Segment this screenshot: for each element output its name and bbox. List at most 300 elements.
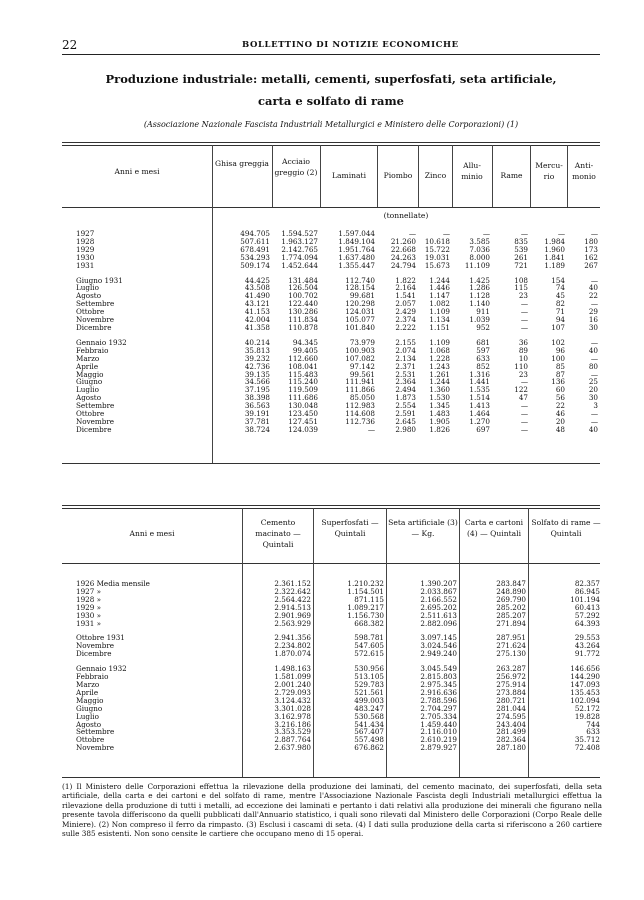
table-cell: 154 (551, 275, 565, 285)
table-cell: 45 (555, 291, 565, 301)
running-header: BOLLETTINO DI NOTIZIE ECONOMICHE (242, 40, 459, 50)
table-cell: 1.514 (469, 393, 490, 403)
table-cell: 119.509 (288, 385, 318, 395)
table-cell: 43.121 (244, 299, 270, 309)
table-cell: 1.147 (429, 291, 450, 301)
table-cell: 2.914.513 (274, 602, 311, 612)
table-cell: 71 (555, 307, 565, 317)
table-cell: 35.712 (574, 735, 600, 745)
source-note: (Associazione Nazionale Fascista Industriali Metallurgici e Ministero delle Corporazioni) (1) (143, 120, 519, 129)
table-row (62, 394, 600, 402)
table-cell: 97.142 (349, 361, 375, 371)
t1-col-mercurio: Mercu-rio (535, 161, 563, 181)
table-cell: 3.024.546 (420, 641, 457, 651)
table-cell: 40.214 (244, 337, 270, 347)
table-cell: 94.345 (292, 337, 318, 347)
table-cell: 1.068 (429, 345, 450, 355)
row-label: Aprile (76, 361, 99, 371)
table-cell: — (520, 299, 528, 309)
footnotes: (1) Il Ministero delle Corporazioni effettua la rilevazione della produzione dei laminati, del cemento macinato, dei superfosfati, della seta artificiale, della carta e dei cartoni e del solfato di rame, mentre l'Associazione Nazionale Fascista degli Industriali metallurgici effettua la rilevazione della produzione di tutti i metalli, ad eccezione dei laminati e pertanto i dati relativi alla produzione dei minerali che figurano nella presente tavola differiscono da quelli pubblicati dall'Annuario statistico, i quali sono rilevati dal Ministero delle Corporazioni (Corpo Reale delle Miniere). (2) Non compreso il ferro da rimpasto. (3) Esclusi i cascami di seta. (4) I dati sulla produzione della carta si riferiscono a 260 cartiere sulle 385 esistenti. Non sono censite le cartiere che occupano meno di 15 operai. (62, 782, 602, 839)
table-cell: 127.451 (288, 416, 318, 426)
table-cell: 2.564.422 (274, 594, 311, 604)
table-cell: 94 (555, 315, 565, 325)
table-title-line2: carta e solfato di rame (258, 94, 404, 108)
table-cell: 1.270 (469, 416, 490, 426)
table-row (62, 316, 600, 324)
table-cell: 1.459.440 (420, 719, 457, 729)
table-cell: 2.116.010 (420, 727, 457, 737)
table-cell: 110 (514, 361, 528, 371)
table-cell: 115.483 (288, 369, 318, 379)
table-cell: 1.637.480 (338, 252, 375, 262)
row-label: Novembre (76, 743, 115, 753)
table-cell: 2.155 (395, 337, 416, 347)
table-cell: 73.979 (349, 337, 375, 347)
table-cell: 8.000 (469, 252, 490, 262)
table-cell: 541.434 (354, 719, 384, 729)
row-label: Luglio (76, 711, 99, 721)
table-cell: 1.228 (429, 353, 450, 363)
table-cell: — (590, 353, 598, 363)
table-cell: 1.082 (429, 299, 450, 309)
row-label: Ottobre (76, 307, 105, 317)
table-cell: 911 (476, 307, 490, 317)
table-cell: 47 (518, 393, 528, 403)
row-label: Agosto (76, 291, 102, 301)
table-cell: 1.530 (429, 393, 450, 403)
table-cell: 275.130 (496, 649, 526, 659)
table-cell: 22 (555, 401, 565, 411)
table-row (62, 300, 600, 308)
table-cell: 40 (588, 283, 598, 293)
table-cell: 36 (518, 337, 528, 347)
table-cell: 131.484 (288, 275, 318, 285)
table-cell: 267 (584, 260, 598, 270)
table-cell: 2.788.596 (420, 695, 457, 705)
table-cell: 287.951 (496, 633, 526, 643)
table-cell: 3.162.978 (274, 711, 311, 721)
table-cell: 80 (588, 361, 598, 371)
t2-col-cemento: Cemento macinato — Quintali (255, 518, 301, 549)
table-cell: 86.945 (574, 586, 600, 596)
table-cell: — (520, 229, 528, 238)
table-cell: 274.595 (496, 711, 526, 721)
table1-body (62, 230, 600, 434)
table-cell: 124.039 (288, 424, 318, 434)
table-cell: 557.498 (354, 735, 384, 745)
row-label: Settembre (76, 401, 115, 411)
table-cell: 1.963.127 (281, 236, 318, 246)
t1-top-rule2 (62, 145, 600, 146)
table-row (62, 744, 602, 752)
table-cell: 173 (584, 244, 598, 254)
row-label: Luglio (76, 385, 99, 395)
table-cell: — (520, 307, 528, 317)
table-cell: 1.244 (429, 377, 450, 387)
page-number: 22 (62, 38, 78, 52)
table-cell: 1.841 (544, 252, 565, 262)
row-label: Dicembre (76, 424, 112, 434)
table-cell: 697 (476, 424, 490, 434)
row-label: Ottobre 1931 (76, 633, 125, 643)
row-label: 1929 (76, 244, 95, 254)
table-cell: 1.597.044 (338, 229, 375, 238)
t2-bottom-rule (62, 777, 600, 778)
table-cell: 744 (586, 719, 600, 729)
table-cell: 30 (588, 322, 598, 332)
table-cell: 29 (588, 307, 598, 317)
table-cell: 39.135 (244, 369, 270, 379)
row-label: 1931 (76, 260, 95, 270)
table-cell: 112.660 (288, 353, 318, 363)
table-cell: 261 (514, 252, 528, 262)
table-cell: 19.828 (574, 711, 600, 721)
table-cell: 99.405 (292, 345, 318, 355)
table-cell: 48 (555, 424, 565, 434)
table-cell: 483.247 (354, 703, 384, 713)
table-cell: — (590, 416, 598, 426)
table-cell: 122.440 (288, 299, 318, 309)
table-cell: — (590, 337, 598, 347)
table-cell: 2.234.802 (274, 641, 311, 651)
table-cell: 280.721 (496, 695, 526, 705)
table-cell: 20 (555, 416, 565, 426)
table-cell: 1.140 (469, 299, 490, 309)
table-cell: 1.849.104 (338, 236, 375, 246)
table-cell: 534.293 (240, 252, 270, 262)
table-cell: 2.374 (395, 315, 416, 325)
table-cell: 835 (514, 236, 528, 246)
table-cell: 2.134 (395, 353, 416, 363)
table-cell: 147.093 (570, 679, 600, 689)
row-label: 1927 (76, 229, 95, 238)
table-cell: 107.082 (345, 353, 375, 363)
row-label: Ottobre (76, 735, 105, 745)
table-cell: 2.591 (395, 409, 416, 419)
table-cell: 120.298 (345, 299, 375, 309)
table-cell: 2.371 (395, 361, 416, 371)
row-label: Novembre (76, 315, 115, 325)
table-cell: 100 (551, 353, 565, 363)
table-cell: — (557, 229, 565, 238)
table-cell: 162 (584, 252, 598, 262)
row-label: Giugno (76, 377, 103, 387)
row-label: 1927 » (76, 586, 101, 596)
row-label: 1930 (76, 252, 95, 262)
table-cell: 1.355.447 (338, 260, 375, 270)
table-row (62, 371, 600, 379)
table-cell: 1.822 (395, 275, 416, 285)
table-row (62, 292, 600, 300)
table-cell: 2.879.927 (420, 743, 457, 753)
header-rule (62, 54, 600, 55)
table-cell: 529.783 (354, 679, 384, 689)
t2-top-rule2 (62, 508, 600, 509)
row-label: Ottobre (76, 409, 105, 419)
table-cell: 2.941.356 (274, 633, 311, 643)
table-row (62, 308, 600, 316)
table-cell: 1.870.074 (274, 649, 311, 659)
table-cell: 1.446 (429, 283, 450, 293)
table-cell: 82 (555, 299, 565, 309)
table-cell: 108.041 (288, 361, 318, 371)
table-cell: 41.490 (244, 291, 270, 301)
table-cell: 2.975.345 (420, 679, 457, 689)
table-cell: 248.890 (496, 586, 526, 596)
table-cell: 1.774.094 (281, 252, 318, 262)
t2-col-superfosfati: Superfosfati — Quintali (321, 518, 379, 538)
table-cell: 2.705.334 (420, 711, 457, 721)
table-cell: 11.109 (464, 260, 490, 270)
table-cell: 539 (514, 244, 528, 254)
table-cell: 1.134 (429, 315, 450, 325)
t1-col-acciaio: Acciaio greggio (2) (274, 157, 318, 177)
table-cell: 1.286 (469, 283, 490, 293)
table-cell: 633 (476, 353, 490, 363)
table-cell: 1.984 (544, 236, 565, 246)
table-cell: 2.057 (395, 299, 416, 309)
table-cell: 285.207 (496, 610, 526, 620)
table-cell: 2.033.867 (420, 586, 457, 596)
table-cell: 35.813 (244, 345, 270, 355)
table-cell: 130.048 (288, 401, 318, 411)
table-cell: 3.124.432 (274, 695, 311, 705)
table-cell: 678.491 (240, 244, 270, 254)
table-cell: 1.452.644 (281, 260, 318, 270)
table-cell: 114.608 (345, 409, 375, 419)
t1-unit: (tonnellate) (383, 211, 429, 220)
table-cell: 101.840 (345, 322, 375, 332)
table-cell: 3.353.529 (274, 727, 311, 737)
table-cell: 101.194 (570, 594, 600, 604)
t1-head-rule (62, 207, 600, 208)
table-cell: 871.115 (354, 594, 384, 604)
table-cell: 111.834 (288, 315, 318, 325)
table-cell: 1.873 (395, 393, 416, 403)
table-cell: 41.358 (244, 322, 270, 332)
table-cell: 598.781 (354, 633, 384, 643)
table-cell: 1.189 (544, 260, 565, 270)
table-cell: 60 (555, 385, 565, 395)
table-cell: 2.815.803 (420, 672, 457, 682)
page-header (62, 38, 602, 52)
table-cell: 37.781 (244, 416, 270, 426)
table-cell: 256.972 (496, 672, 526, 682)
table-row (62, 426, 600, 434)
table-cell: 2.322.642 (274, 586, 311, 596)
table-cell: 36.563 (244, 401, 270, 411)
row-label: Giugno (76, 703, 103, 713)
table-cell: 57.292 (574, 610, 600, 620)
row-label: Maggio (76, 369, 104, 379)
table-cell: — (590, 299, 598, 309)
t2-row-header: Anni e mesi (129, 529, 175, 538)
table-cell: 111.866 (345, 385, 375, 395)
row-label: Settembre (76, 727, 115, 737)
table-cell: 40 (588, 424, 598, 434)
table-cell: — (520, 322, 528, 332)
table-cell: 1.151 (429, 322, 450, 332)
table-cell: 115 (514, 283, 528, 293)
row-label: Febbraio (76, 672, 109, 682)
table-cell: 1.951.764 (338, 244, 375, 254)
table-cell: 668.382 (354, 618, 384, 628)
table-row (62, 418, 600, 426)
t1-top-rule (62, 142, 600, 143)
table-cell: — (590, 275, 598, 285)
table-cell: 1.244 (429, 275, 450, 285)
table-cell: — (590, 409, 598, 419)
table-cell: 271.894 (496, 618, 526, 628)
table-cell: 24.263 (390, 252, 416, 262)
row-label: Giugno 1931 (76, 275, 123, 285)
t1-col-laminati: Laminati (331, 171, 367, 180)
table-cell: 721 (514, 260, 528, 270)
table-cell: 42.004 (244, 315, 270, 325)
table-cell: 282.364 (496, 735, 526, 745)
table-cell: 38.398 (244, 393, 270, 403)
table-cell: 23 (518, 291, 528, 301)
table-cell: 136 (551, 377, 565, 387)
table-cell: 852 (476, 361, 490, 371)
table-cell: 144.290 (570, 672, 600, 682)
table-cell: 3.097.145 (420, 633, 457, 643)
table-cell: 22 (588, 291, 598, 301)
table-cell: 1.464 (469, 409, 490, 419)
row-label: Maggio (76, 695, 104, 705)
table-cell: 1.581.099 (274, 672, 311, 682)
row-label: Settembre (76, 299, 115, 309)
table-cell: 39.191 (244, 409, 270, 419)
table-cell: 16 (588, 315, 598, 325)
t1-col-ghisa: Ghisa greggia (215, 159, 269, 168)
table-cell: — (590, 229, 598, 238)
row-label: 1926 Media mensile (76, 579, 150, 588)
table-cell: 2.164 (395, 283, 416, 293)
table-cell: 530.568 (354, 711, 384, 721)
table-cell: 21.260 (390, 236, 416, 246)
table-cell: 2.001.240 (274, 679, 311, 689)
table-cell: 10.618 (424, 236, 450, 246)
table-cell: 99.561 (349, 369, 375, 379)
table-cell: — (520, 377, 528, 387)
table-cell: 3 (593, 401, 598, 411)
table-cell: 2.142.765 (281, 244, 318, 254)
table-cell: 2.901.969 (274, 610, 311, 620)
table-cell: 52.172 (574, 703, 600, 713)
table-cell: 275.914 (496, 679, 526, 689)
row-label: Luglio (76, 283, 99, 293)
table-cell: 1.960 (544, 244, 565, 254)
table-cell: 572.615 (354, 649, 384, 659)
table-cell: 112.736 (345, 416, 375, 426)
table-cell: 96 (555, 345, 565, 355)
table-cell: 2.704.297 (420, 703, 457, 713)
table-cell: 681 (476, 337, 490, 347)
table-cell: 1.390.207 (420, 579, 457, 588)
table-cell: 56 (555, 393, 565, 403)
table-cell: 509.174 (240, 260, 270, 270)
table-cell: 633 (586, 727, 600, 737)
table-cell: 1.483 (429, 409, 450, 419)
table-cell: — (520, 409, 528, 419)
table-cell: 2.882.096 (420, 618, 457, 628)
row-label: Marzo (76, 679, 100, 689)
table-cell: 38.724 (244, 424, 270, 434)
table-cell: 3.585 (469, 236, 490, 246)
table-cell: — (482, 229, 490, 238)
table-cell: 1.345 (429, 401, 450, 411)
table-cell: 547.605 (354, 641, 384, 651)
table-cell: 1.413 (469, 401, 490, 411)
table-cell: 111.941 (345, 377, 375, 387)
table-cell: 30 (588, 393, 598, 403)
table-cell: 2.637.980 (274, 743, 311, 753)
table-cell: 87 (555, 369, 565, 379)
row-label: 1930 » (76, 610, 101, 620)
table-cell: 507.611 (240, 236, 270, 246)
table-cell: 269.790 (496, 594, 526, 604)
table-cell: 263.287 (496, 664, 526, 674)
table-cell: 22.668 (390, 244, 416, 254)
table-cell: 1.154.501 (347, 586, 384, 596)
table-cell: 676.862 (354, 743, 384, 753)
table-cell: — (520, 401, 528, 411)
table-cell: 34.566 (244, 377, 270, 387)
table-cell: 2.887.764 (274, 735, 311, 745)
t2-col-solfato: Solfato di rame — Quintali (531, 518, 601, 538)
table-cell: 271.624 (496, 641, 526, 651)
table-cell: 42.736 (244, 361, 270, 371)
table-cell: 3.045.549 (420, 664, 457, 674)
table-cell: 281.044 (496, 703, 526, 713)
t1-col-rame: Rame (500, 171, 523, 180)
table-cell: 146.656 (570, 664, 600, 674)
table-cell: 3.216.186 (274, 719, 311, 729)
table-cell: 1.243 (429, 361, 450, 371)
table-cell: 1.109 (429, 307, 450, 317)
table-cell: 46 (555, 409, 565, 419)
table-cell: 499.003 (354, 695, 384, 705)
table-cell: 597 (476, 345, 490, 355)
table-cell: 3.301.028 (274, 703, 311, 713)
table-cell: 112.983 (345, 401, 375, 411)
row-label: Gennaio 1932 (76, 337, 127, 347)
t1-col-alluminio: Allu-minio (461, 161, 483, 181)
table-cell: 1.425 (469, 275, 490, 285)
table-cell: 102.094 (570, 695, 600, 705)
table-cell: 43.508 (244, 283, 270, 293)
table-cell: 1.826 (429, 424, 450, 434)
table-cell: 1.316 (469, 369, 490, 379)
table-cell: 243.404 (496, 719, 526, 729)
table-cell: 110.878 (288, 322, 318, 332)
table-row (62, 262, 600, 270)
table-cell: 105.077 (345, 315, 375, 325)
row-label: 1928 (76, 236, 95, 246)
table-cell: — (408, 229, 416, 238)
table-cell: 130.286 (288, 307, 318, 317)
t2-col-seta: Seta artificiale (3) — Kg. (388, 518, 458, 538)
table-cell: 64.393 (574, 618, 600, 628)
table-cell: — (442, 229, 450, 238)
table-cell: 2.563.929 (274, 618, 311, 628)
table-cell: 2.695.202 (420, 602, 457, 612)
table-cell: 43.264 (574, 641, 600, 651)
table-cell: 115.240 (288, 377, 318, 387)
row-label: Marzo (76, 353, 100, 363)
table-cell: 135.453 (570, 687, 600, 697)
